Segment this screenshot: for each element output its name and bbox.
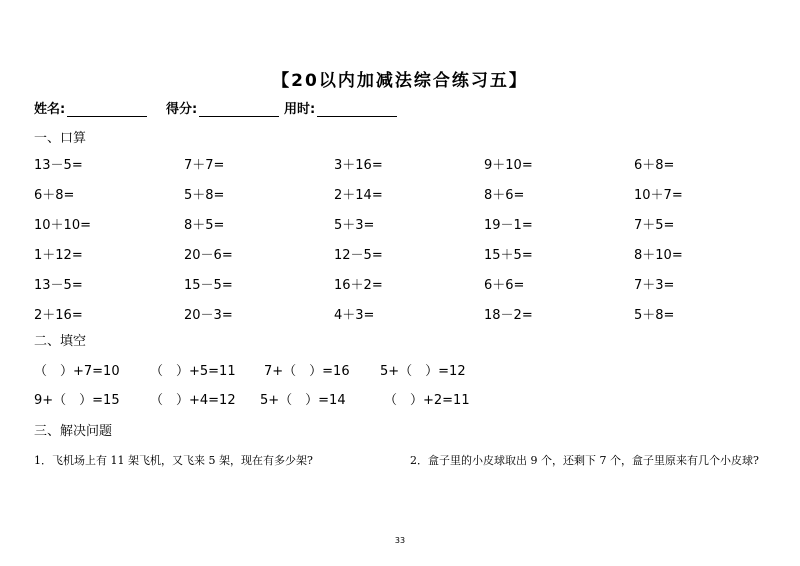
page-number: 33 xyxy=(394,536,406,545)
oral-problem[interactable]: 8＋6= xyxy=(484,188,525,203)
oral-problem[interactable]: 12－5= xyxy=(334,248,383,263)
oral-problem[interactable]: 15－5= xyxy=(184,278,233,293)
section-fill-heading: 二、填空 xyxy=(34,334,87,349)
time-field[interactable] xyxy=(284,98,397,117)
oral-problem[interactable]: 7＋3= xyxy=(634,278,675,293)
oral-problem[interactable]: 15＋5= xyxy=(484,248,533,263)
name-field[interactable] xyxy=(34,98,147,117)
word-problem-1: 1．飞机场上有 11 架飞机，又飞来 5 架，现在有多少架? xyxy=(34,454,313,467)
oral-problem[interactable]: 19－1= xyxy=(484,218,533,233)
fill-problem[interactable]: 5+（ ）=14 xyxy=(260,393,346,408)
oral-problem[interactable]: 2＋14= xyxy=(334,188,383,203)
fill-problem[interactable]: 5+（ ）=12 xyxy=(380,364,466,379)
oral-problem[interactable]: 10＋7= xyxy=(634,188,683,203)
oral-problem[interactable]: 6＋8= xyxy=(34,188,75,203)
fill-problem[interactable]: 7+（ ）=16 xyxy=(264,364,350,379)
oral-problem[interactable]: 7＋5= xyxy=(634,218,675,233)
score-blank[interactable] xyxy=(199,102,279,117)
oral-problem[interactable]: 5＋8= xyxy=(184,188,225,203)
oral-problem[interactable]: 16＋2= xyxy=(334,278,383,293)
section-solve-heading: 三、解决问题 xyxy=(34,424,113,439)
score-field[interactable] xyxy=(166,98,279,117)
word-problem-2: 2．盒子里的小皮球取出 9 个，还剩下 7 个，盒子里原来有几个小皮球? xyxy=(410,454,759,467)
section-oral-heading: 一、口算 xyxy=(34,131,87,146)
oral-problem[interactable]: 2＋16= xyxy=(34,308,83,323)
worksheet-title: 【20以内加减法综合练习五】 xyxy=(272,71,528,91)
name-label: 姓名: xyxy=(34,102,66,117)
oral-problem[interactable]: 8＋5= xyxy=(184,218,225,233)
oral-problem[interactable]: 6＋8= xyxy=(634,158,675,173)
fill-problem[interactable]: （ ）+7=10 xyxy=(34,364,120,379)
name-blank[interactable] xyxy=(67,102,147,117)
oral-problem[interactable]: 6＋6= xyxy=(484,278,525,293)
oral-problem[interactable]: 8＋10= xyxy=(634,248,683,263)
fill-problem[interactable]: （ ）+4=12 xyxy=(150,393,236,408)
time-label: 用时: xyxy=(284,102,316,117)
fill-problem[interactable]: （ ）+5=11 xyxy=(150,364,236,379)
oral-problem[interactable]: 20－3= xyxy=(184,308,233,323)
oral-problem[interactable]: 13－5= xyxy=(34,278,83,293)
oral-problem[interactable]: 5＋3= xyxy=(334,218,375,233)
oral-problem[interactable]: 9＋10= xyxy=(484,158,533,173)
oral-problem[interactable]: 5＋8= xyxy=(634,308,675,323)
oral-problem[interactable]: 10＋10= xyxy=(34,218,91,233)
oral-problem[interactable]: 20－6= xyxy=(184,248,233,263)
oral-problem[interactable]: 7＋7= xyxy=(184,158,225,173)
oral-problem[interactable]: 3＋16= xyxy=(334,158,383,173)
oral-problem[interactable]: 4＋3= xyxy=(334,308,375,323)
score-label: 得分: xyxy=(166,102,198,117)
oral-problem[interactable]: 18－2= xyxy=(484,308,533,323)
fill-problem[interactable]: （ ）+2=11 xyxy=(384,393,470,408)
fill-problem[interactable]: 9+（ ）=15 xyxy=(34,393,120,408)
time-blank[interactable] xyxy=(317,102,397,117)
oral-problem[interactable]: 13－5= xyxy=(34,158,83,173)
oral-problem[interactable]: 1＋12= xyxy=(34,248,83,263)
